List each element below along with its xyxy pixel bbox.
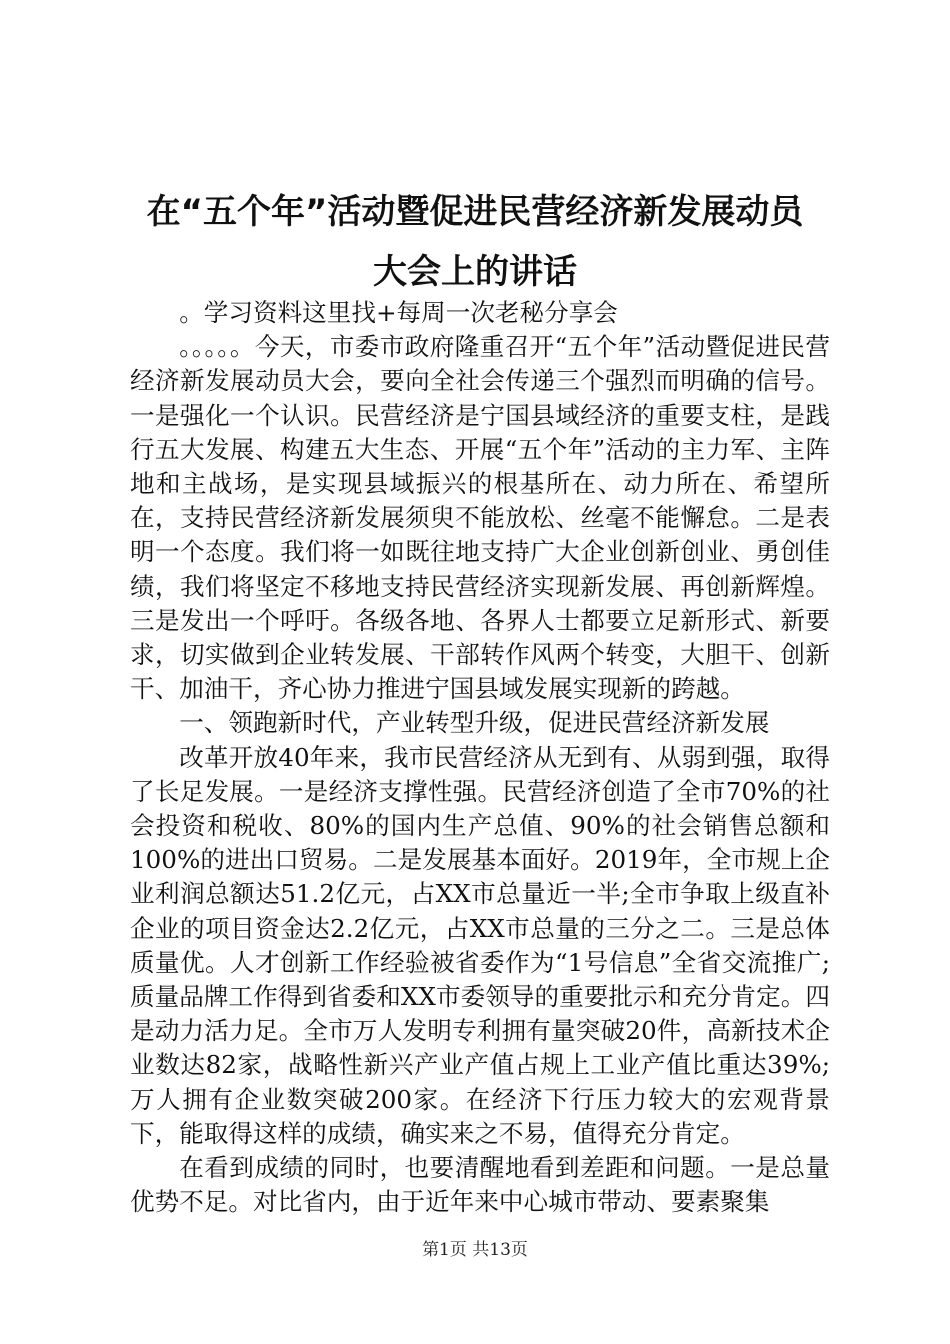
- paragraph-achievements: 改革开放40年来，我市民营经济从无到有、从弱到强，取得了长足发展。一是经济支撑性强。民营经济创造了全市70%的社会投资和税收、80%的国内生产总值、90%的社会销售总额和100%的进出口贸易。二是发展基本面好。2019年，全市规上企业利润总额达51.2亿元，占XX市总量近一半;全市争取上级直补企业的项目资金达2.2亿元，占XX市总量的三分之二。三是总体质量优。人才创新工作经验被省委作为“1号信息”全省交流推广;质量品牌工作得到省委和XX市委领导的重要批示和充分肯定。四是动力活力足。全市万人发明专利拥有量突破20件，高新技术企业数达82家，战略性新兴产业产值占规上工业产值比重达39%;万人拥有企业数突破200家。在经济下行压力较大的宏观背景下，能取得这样的成绩，确实来之不易，值得充分肯定。: [130, 742, 830, 1148]
- document-body: [130, 296, 830, 1219]
- document-title-line1: 在“五个年”活动暨促进民营经济新发展动员: [146, 192, 804, 232]
- page-number-footer: 第1页 共13页: [422, 1240, 528, 1260]
- paragraph-problems: 在看到成绩的同时，也要清醒地看到差距和问题。一是总量优势不足。对比省内，由于近年来中心城市带动、要素聚集: [130, 1153, 830, 1217]
- paragraph-opening: 。。。。。今天，市委市政府隆重召开“五个年”活动暨促进民营经济新发展动员大会，要向全社会传递三个强烈而明确的信号。一是强化一个认识。民营经济是宁国县域经济的重要支柱，是践行五大发展、构建五大生态、开展“五个年”活动的主力军、主阵地和主战场，是实现县域振兴的根基所在、动力所在、希望所在，支持民营经济新发展须臾不能放松、丝毫不能懈怠。二是表明一个态度。我们将一如既往地支持广大企业创新创业、勇创佳绩，我们将坚定不移地支持民营经济实现新发展、再创新辉煌。三是发出一个呼吁。各级各地、各界人士都要立足新形式、新要求，切实做到企业转发展、干部转作风两个转变，大胆干、创新干、加油干，齐心协力推进宁国县域发展实现新的跨越。: [130, 332, 830, 704]
- section-heading-1: 一、领跑新时代，产业转型升级，促进民营经济新发展: [179, 708, 770, 738]
- document-title-line2: 大会上的讲话: [373, 252, 577, 292]
- paragraph-intro-note: 。学习资料这里找+每周一次老秘分享会: [179, 298, 618, 327]
